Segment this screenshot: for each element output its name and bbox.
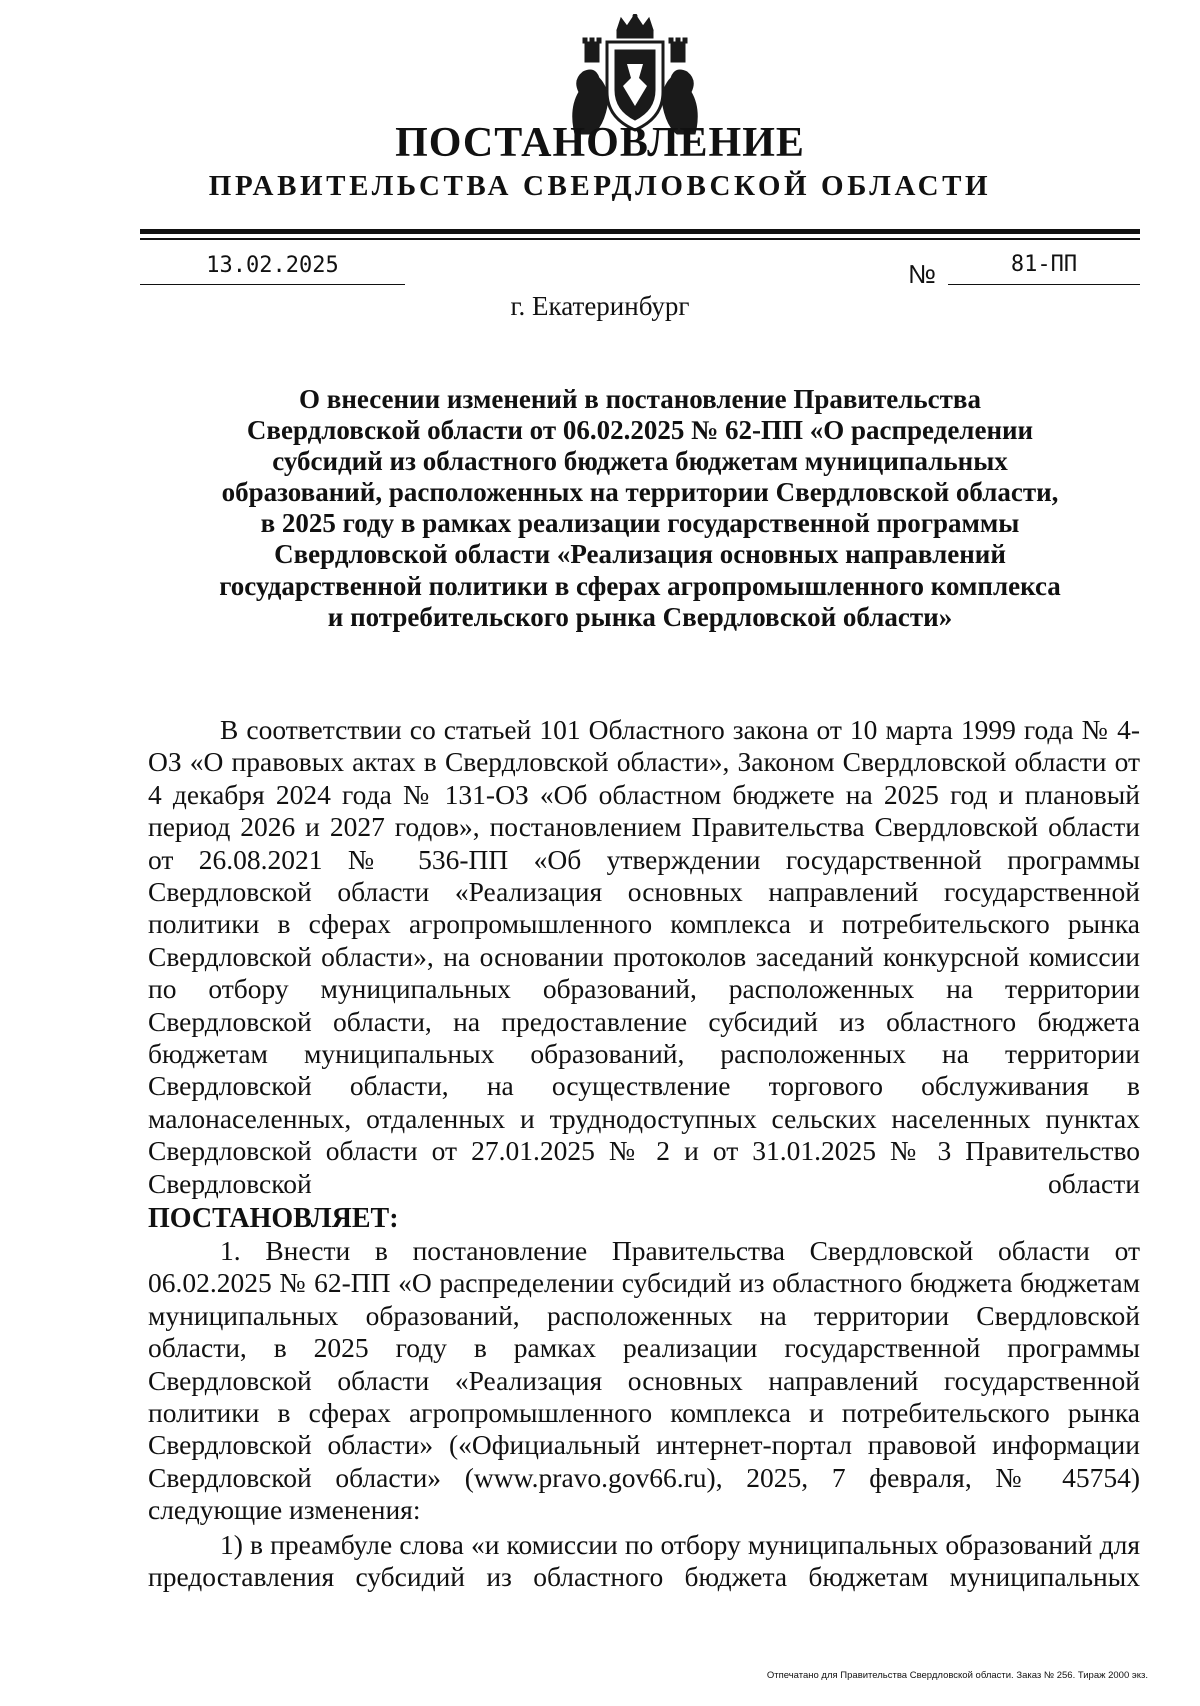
clause-1-paragraph: 1. Внести в постановление Правительства Свердловской области от 06.02.2025 № 62-ПП «О распределении субсидий из областного бюджета бюджетам муниципальных образований, расположенных на территории Свердловской области, в 2025 году в рамках реализации государственной программы Свердловской области «Реализация основных направлений государственной политики в сферах агропромышленного комплекса и потребительского рынка Свердловской области» («Официальный интернет-портал правовой информации Свердловской области» (www.pravo.gov66.ru), 2025, 7 февраля, № 45754) следующие изменения:	[148, 1235, 1140, 1526]
clause-1-subitem-1: 1) в преамбуле слова «и комиссии по отбору муниципальных образований для предоставления субсидий из областного бюджета бюджетам муниципальных	[148, 1529, 1140, 1593]
title-line: в 2025 году в рамках реализации государственной программы	[260, 508, 1020, 539]
preamble-paragraph: В соответствии со статьей 101 Областного закона от 10 марта 1999 года № 4-ОЗ «О правовых актах в Свердловской области», Законом Свердловской области от 4 декабря 2024 года № 131-ОЗ «Об областном бюджете на 2025 год и плановый период 2026 и 2027 годов», постановлением Правительства Свердловской области от 26.08.2021 № 536-ПП «Об утверждении государственной программы Свердловской области «Реализация основных направлений государственной политики в сферах агропромышленного комплекса и потребительского рынка Свердловской области», на основании протоколов заседаний конкурсной комиссии по отбору муниципальных образований, расположенных на территории Свердловской области, на предоставление субсидий из областного бюджета бюджетам муниципальных образований, расположенных на территории Свердловской области, на осуществление торгового обслуживания в малонаселенных, отдаленных и труднодоступных сельских населенных пунктах Свердловской области от 27.01.2025 № 2 и от 31.01.2025 № 3 Правительство Свердловской области	[148, 714, 1140, 1199]
document-type: ПОСТАНОВЛЕНИЕ	[395, 120, 805, 166]
title-line: О внесении изменений в постановление Правительства	[299, 384, 981, 414]
number-sign: №	[908, 259, 936, 289]
print-imprint: Отпечатано для Правительства Свердловской области. Заказ № 256. Тираж 2000 экз.	[766, 1670, 1148, 1681]
title-line: субсидий из областного бюджета бюджетам муниципальных	[272, 446, 1008, 477]
title-line: Свердловской области от 06.02.2025 № 62-ПП «О распределении	[246, 415, 1034, 446]
title-line: образований, расположенных на территории Свердловской области,	[221, 477, 1059, 508]
title-line: и потребительского рынка Свердловской области»	[327, 601, 953, 632]
title-line: государственной политики в сферах агропромышленного комплекса	[219, 570, 1061, 601]
header-rule-thin	[140, 238, 1140, 240]
document-number: 81-ПП	[948, 250, 1140, 285]
issuing-authority: ПРАВИТЕЛЬСТВА СВЕРДЛОВСКОЙ ОБЛАСТИ	[208, 170, 992, 202]
header-rule-thick	[140, 229, 1140, 234]
title-line: Свердловской области «Реализация основных направлений	[274, 539, 1006, 570]
document-title	[190, 384, 1090, 633]
document-date: 13.02.2025	[140, 250, 405, 285]
resolves-heading: ПОСТАНОВЛЯЕТ:	[148, 1203, 399, 1234]
issue-city: г. Екатеринбург	[510, 291, 690, 321]
